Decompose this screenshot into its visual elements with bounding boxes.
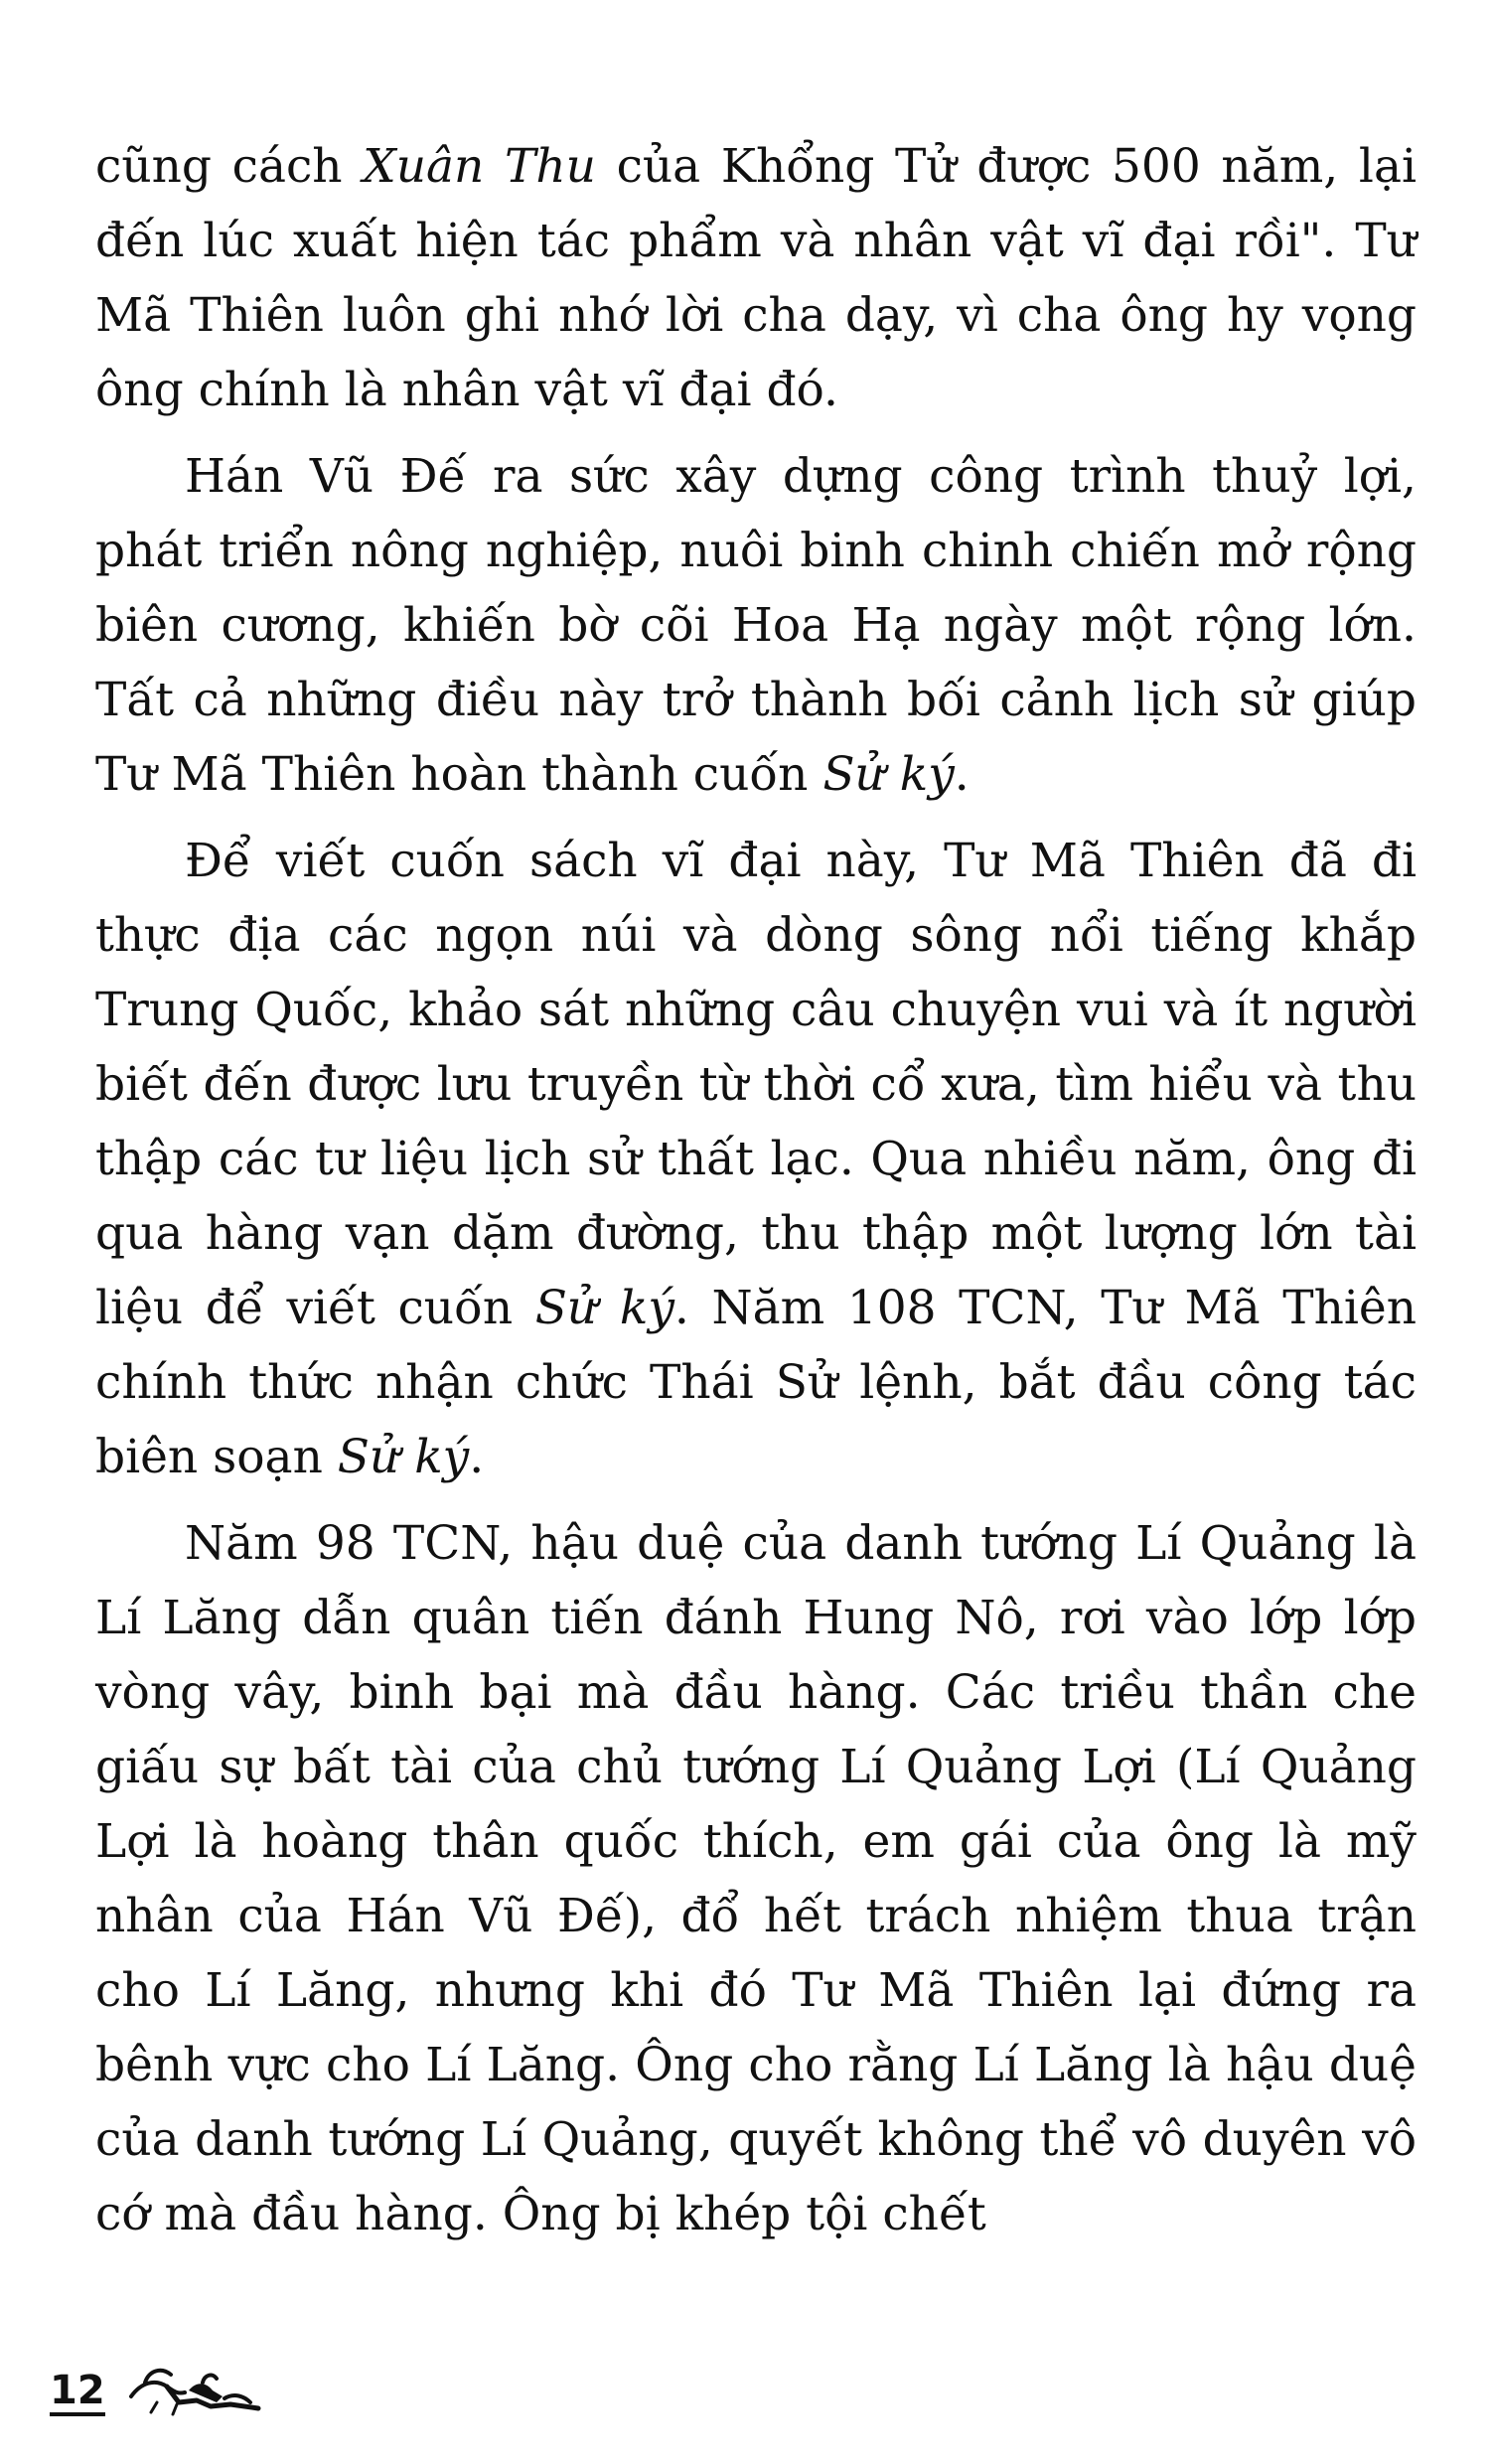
paragraph-3-text-1: Để viết cuốn sách vĩ đại này, Tư Mã Thiên đã đi thực địa các ngọn núi và dòng sông nổi tiếng khắp Trung Quốc, khảo sát những câu chuyện vui và ít người biết đến được lưu truyền từ thời cổ xưa, tìm hiểu và thu thập các tư liệu lịch sử thất lạc. Qua nhiều năm, ông đi qua hàng vạn dặm đường, thu thập một lượng lớn tài liệu để viết cuốn (95, 834, 1417, 1335)
page-number: 12 (50, 2371, 105, 2416)
paragraph-4 (95, 1506, 1417, 2251)
paragraph-3-text-2: . Năm 108 TCN, Tư Mã Thiên chính thức nhận chức Thái Sử lệnh, bắt đầu công tác biên soạn (95, 1281, 1417, 1484)
paragraph-2 (95, 439, 1417, 812)
paragraph-4-text-1: Năm 98 TCN, hậu duệ của danh tướng Lí Quảng là Lí Lăng dẫn quân tiến đánh Hung Nô, rơi vào lớp lớp vòng vây, binh bại mà đầu hàng. Các triều thần che giấu sự bất tài của chủ tướng Lí Quảng Lợi (Lí Quảng Lợi là hoàng thân quốc thích, em gái của ông là mỹ nhân của Hán Vũ Đế), đổ hết trách nhiệm thua trận cho Lí Lăng, nhưng khi đó Tư Mã Thiên lại đứng ra bênh vực cho Lí Lăng. Ông cho rằng Lí Lăng là hậu duệ của danh tướng Lí Quảng, quyết không thể vô duyên vô cớ mà đầu hàng. Ông bị khép tội chết (95, 1516, 1417, 2241)
paragraph-1-text-1: cũng cách (95, 139, 364, 194)
book-title-su-ky: Sử ký (534, 1281, 674, 1335)
book-title-su-ky: Sử ký (337, 1430, 470, 1484)
paragraph-1 (95, 129, 1417, 427)
paragraph-3 (95, 824, 1417, 1494)
book-title-xuan-thu: Xuân Thu (363, 139, 596, 194)
horse-rider-ornament-icon (127, 2353, 266, 2422)
paragraph-1-text-2: của Khổng Tử được 500 năm, lại đến lúc xuất hiện tác phẩm và nhân vật vĩ đại rồi". Tư Mã Thiên luôn ghi nhớ lời cha dạy, vì cha ông hy vọng ông chính là nhân vật vĩ đại đó. (95, 139, 1417, 417)
page-footer (50, 2353, 268, 2422)
paragraph-2-text-2: . (954, 747, 970, 802)
paragraph-3-text-3: . (469, 1430, 485, 1484)
page-body (95, 129, 1417, 2263)
book-title-su-ky: Sử ký (822, 747, 955, 802)
paragraph-2-text-1: Hán Vũ Đế ra sức xây dựng công trình thuỷ lợi, phát triển nông nghiệp, nuôi binh chinh chiến mở rộng biên cương, khiến bờ cõi Hoa Hạ ngày một rộng lớn. Tất cả những điều này trở thành bối cảnh lịch sử giúp Tư Mã Thiên hoàn thành cuốn (95, 449, 1417, 802)
